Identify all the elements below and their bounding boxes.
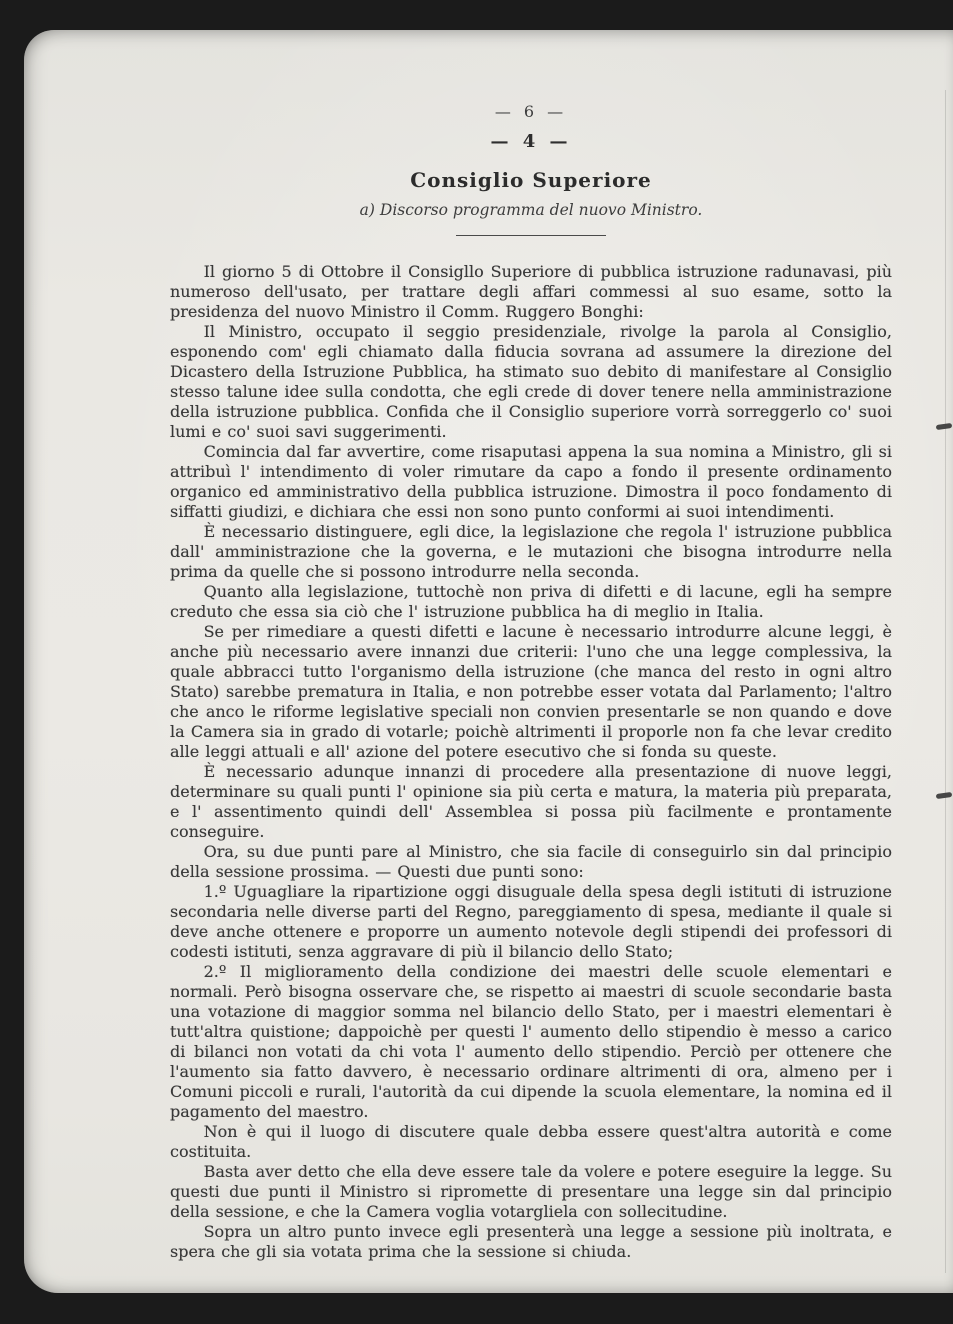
paragraph: Il Ministro, occupato il seggio presidenziale, rivolge la parola al Consiglio, esponendo com' egli chiamato dalla fiducia sovrana ad assumere la direzione del Dicastero della Istruzione Pubblica, ha stimato suo debito di manifestare al Consiglio stesso talune idee sulla condotta, che egli crede di dover tenere nella amministrazione della istruzione pubblica. Confida che il Consiglio superiore vorrà sorreggerlo co' suoi lumi e co' suoi savi suggerimenti. — [170, 322, 892, 441]
film-edge-mark — [936, 792, 953, 799]
paragraph: 1.º Uguagliare la ripartizione oggi disuguale della spesa degli istituti di istruzione secondaria nelle diverse parti del Regno, pareggiamento di spesa, mediante il quale si deve anche ottenere e proporre un aumento notevole degli stipendi dei professori di codesti istituti, senza aggravare di più il bilancio dello Stato; — [170, 882, 892, 961]
paragraph: Basta aver detto che ella deve essere tale da volere e potere eseguire la legge. Su questi due punti il Ministro si ripromette di presentare una legge sin dal principio della sessione, e che la Camera voglia votargliela con sollecitudine. — [170, 1162, 892, 1221]
paragraph: Il giorno 5 di Ottobre il Consigllo Superiore di pubblica istruzione radunavasi, più numeroso dell'usato, per trattare degli affari commessi al suo esame, sotto la presidenza del nuovo Ministro il Comm. Ruggero Bonghi: — [170, 262, 892, 321]
paragraph: Se per rimediare a questi difetti e lacune è necessario introdurre alcune leggi, è anche più necessario avere innanzi due criterii: l'uno che una legge complessiva, la quale abbracci tutto l'organismo della istruzione (che manca del resto in ogni altro Stato) sarebbe prematura in Italia, e non potrebbe esser votata dal Parlamento; l'altro che anco le riforme legislative speciali non convien presentarle se non quando e dove la Camera sia in grado di votarle; poichè altrimenti il proporle non fa che levar credito alle leggi attuali e all' azione del potere esecutivo che si fonda su queste. — [170, 622, 892, 761]
paragraph: Ora, su due punti pare al Ministro, che sia facile di conseguirlo sin dal principio della sessione prossima. — Questi due punti sono: — [170, 842, 892, 881]
section-subtitle: a) Discorso programma del nuovo Ministro. — [359, 201, 703, 219]
page-header — [170, 102, 892, 236]
section-title: Consiglio Superiore — [410, 168, 652, 192]
paragraph: È necessario adunque innanzi di procedere alla presentazione di nuove leggi, determinare su quali punti l' opinione sia più certa e matura, la materia più preparata, e l' assentimento quindi dell' Assemblea si possa più facilmente e prontamente conseguire. — [170, 762, 892, 841]
divider-rule — [456, 235, 606, 236]
paragraph: Quanto alla legislazione, tuttochè non priva di difetti e di lacune, egli ha sempre creduto che essa sia ciò che l' istruzione pubblica ha di meglio in Italia. — [170, 582, 892, 621]
page-content — [170, 30, 892, 1262]
document-page — [24, 30, 953, 1293]
paragraph: 2.º Il miglioramento della condizione dei maestri delle scuole elementari e normali. Però bisogna osservare che, se rispetto ai maestri di scuole secondarie basta una votazione di maggior somma nel bilancio dello Stato, per i maestri elementari è tutt'altra quistione; dappoichè per questi l' aumento dello stipendio è messo a carico di bilanci non votati da chi vota l' aumento dello stipendio. Perciò per ottenere che l'aumento sia fatto davvero, è necessario ordinare altrimenti di ora, almeno per i Comuni piccoli e rurali, l'autorità da cui dipende la scuola elementare, la nomina ed il pagamento del maestro. — [170, 962, 892, 1121]
paragraph: Non è qui il luogo di discutere quale debba essere quest'altra autorità e come costituita. — [170, 1122, 892, 1161]
body-text — [170, 262, 892, 1262]
paragraph: Comincia dal far avvertire, come risaputasi appena la sua nomina a Ministro, gli si attribuì l' intendimento di voler rimutare da capo a fondo il presente ordinamento organico ed amministrativo della pubblica istruzione. Dimostra il poco fondamento di siffatti giudizi, e dichiara che essi non sono punto conformi ai suoi intendimenti. — [170, 442, 892, 521]
film-edge-mark — [936, 423, 953, 430]
page-number: — 4 — — [490, 131, 572, 152]
paragraph: Sopra un altro punto invece egli presenterà una legge a sessione più inoltrata, e spera che gli sia votata prima che la sessione si chiuda. — [170, 1222, 892, 1261]
page-number-secondary: — 6 — — [494, 102, 568, 121]
paragraph: È necessario distinguere, egli dice, la legislazione che regola l' istruzione pubblica dall' amministrazione che la governa, e le mutazioni che bisogna introdurre nella prima da quelle che si possono introdurre nella seconda. — [170, 522, 892, 581]
